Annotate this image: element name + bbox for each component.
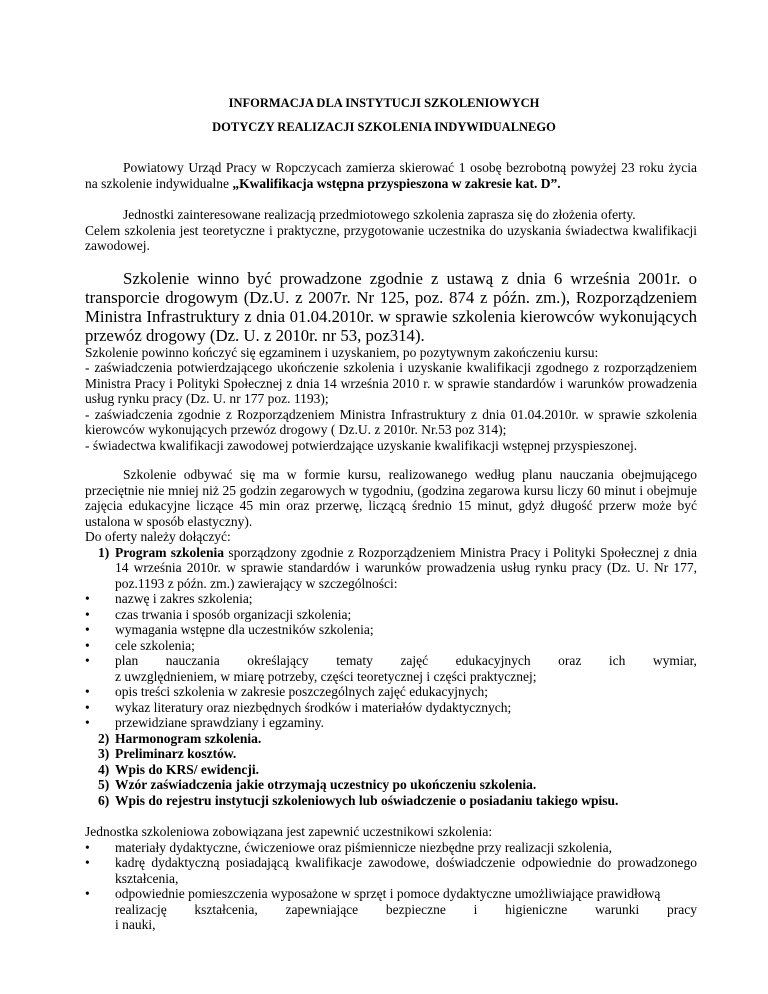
- bullet-icon: •: [85, 684, 90, 699]
- exam-item-3: - świadectwa kwalifikacji zawodowej potwierdzające uzyskanie kwalifikacji wstępnej przyspieszonej.: [85, 437, 638, 453]
- premises-line-2: realizację kształcenia, zapewniające bezpieczne i higieniczne warunki pracy: [115, 901, 697, 917]
- exam-lead: Szkolenie powinno kończyć się egzaminem i uzyskaniem, po pozytywnym zakończeniu kursu:: [85, 344, 599, 360]
- attachment-number: 1): [98, 544, 110, 560]
- attachments-list: [85, 545, 697, 809]
- exam-item-2: - zaświadczenia zgodnie z Rozporządzeniem Ministra Infrastruktury z dnia 01.04.2010r. w sprawie szkolenia kierowców wykonujących przewóz drogowy ( Dz.U. z 2010r. Nr.53 poz 314);: [85, 406, 697, 437]
- list-item: • materiały dydaktyczne, ćwiczeniowe oraz piśmiennicze niezbędne przy realizacji szkolenia,: [85, 839, 613, 855]
- bullet-icon: •: [85, 622, 90, 637]
- bullet-icon: •: [85, 591, 90, 606]
- attachments-lead: Do oferty należy dołączyć:: [85, 529, 231, 544]
- bullet-icon: •: [85, 855, 90, 870]
- premises-line-1: odpowiednie pomieszczenia wyposażone w sprzęt i pomoce dydaktyczne umożliwiające prawidłową: [115, 886, 661, 901]
- course-name: „Kwalifikacja wstępna przyspieszona w zakresie kat. D”.: [232, 175, 561, 191]
- plan-line-rest: z uwzględnieniem, w miarę potrzeby, części teoretycznej i części praktycznej;: [115, 668, 537, 684]
- attachment-title: Program szkolenia: [115, 544, 225, 560]
- list-item: • wymagania wstępne dla uczestników szkolenia;: [85, 622, 374, 637]
- list-item: • przewidziane sprawdziany i egzaminy.: [85, 715, 325, 730]
- heading-line-1: INFORMACJA DLA INSTYTUCJI SZKOLENIOWYCH: [228, 96, 540, 110]
- premises-line-3: i nauki,: [115, 917, 156, 932]
- invite-line-1: Jednostki zainteresowane realizacją przedmiotowego szkolenia zaprasza się do złożenia oferty.: [123, 207, 636, 222]
- document-heading: [0, 93, 768, 137]
- document-body: [85, 160, 697, 933]
- intro-paragraph: [85, 160, 697, 191]
- intro-text: Powiatowy Urząd Pracy w Ropczycach zamierza skierować 1 osobę bezrobotną powyżej 23 roku życia na szkolenie indywidualne: [85, 160, 697, 191]
- list-item-plan: [85, 653, 697, 684]
- invite-line-2: Celem szkolenia jest teoretyczne i praktyczne, przygotowanie uczestnika do uzyskania świadectwa kwalifikacji zawodowej.: [85, 222, 697, 253]
- obligations-list: [85, 840, 697, 933]
- bullet-icon: •: [85, 886, 90, 901]
- bullet-icon: •: [85, 637, 90, 653]
- list-item: • czas trwania i sposób organizacji szkolenia;: [85, 606, 352, 622]
- attachment-item-5: 5) Wzór zaświadczenia jakie otrzymają uczestnicy po ukończeniu szkolenia.: [98, 777, 537, 792]
- format-paragraph: Szkolenie odbywać się ma w formie kursu, realizowanego według planu nauczania obejmującego przeciętnie nie mniej niż 25 godzin zegarowych w tygodniu, (godzina zegarowa kursu liczy 60 minut i obejmuje zajęcia edukacyjne liczące 45 min oraz przerwę, liczącą średnio 15 minut, gdyż długość przerw może być ustalona w sposób elastyczny).: [85, 467, 697, 529]
- attachment-item-2: 2) Harmonogram szkolenia.: [98, 730, 262, 746]
- attachment-item-3: 3) Preliminarz kosztów.: [98, 746, 237, 761]
- list-item-premises: [85, 886, 697, 933]
- bullet-icon: •: [85, 715, 90, 730]
- bullet-icon: •: [85, 653, 90, 668]
- program-contents-list: [85, 591, 697, 731]
- attachment-item-4: 4) Wpis do KRS/ ewidencji.: [98, 761, 260, 777]
- plan-line: plan nauczania określający tematy zajęć edukacyjnych oraz ich wymiar,: [115, 653, 697, 668]
- obligations-lead: Jednostka szkoleniowa zobowiązana jest zapewnić uczestnikowi szkolenia:: [85, 824, 493, 839]
- list-item: • cele szkolenia;: [85, 637, 195, 653]
- exam-item-1: - zaświadczenia potwierdzającego ukończenie szkolenia i uzyskanie kwalifikacji zgodnego z rozporządzeniem Ministra Pracy i Polityki Społecznej z dnia 14 września 2010 r. w sprawie standardów i warunków prowadzenia usług rynku pracy (Dz. U. nr 177 poz. 1193);: [85, 360, 697, 406]
- list-item: • wykaz literatury oraz niezbędnych środków i materiałów dydaktycznych;: [85, 699, 512, 715]
- attachment-item-6: 6) Wpis do rejestru instytucji szkoleniowych lub oświadczenie o posiadaniu takiego wpisu.: [98, 792, 619, 808]
- bullet-icon: •: [85, 839, 90, 855]
- law-paragraph: Szkolenie winno być prowadzone zgodnie z ustawą z dnia 6 września 2001r. o transporcie drogowym (Dz.U. z 2007r. Nr 125, poz. 874 z późn. zm.), Rozporządzeniem Ministra Infrastruktury z dnia 01.04.2010r. w sprawie szkolenia kierowców wykonujących przewóz drogowy (Dz. U. z 2010r. nr 53, poz314).: [85, 268, 697, 345]
- list-item: • opis treści szkolenia w zakresie poszczególnych zajęć edukacyjnych;: [85, 684, 488, 699]
- bullet-icon: •: [85, 606, 90, 622]
- list-item: • kadrę dydaktyczną posiadającą kwalifikacje zawodowe, doświadczenie odpowiednie do prowadzonego kształcenia,: [85, 855, 697, 886]
- list-item: • nazwę i zakres szkolenia;: [85, 591, 253, 606]
- attachment-text: sporządzony zgodnie z Rozporządzeniem Ministra Pracy i Polityki Społecznej z dnia 14 września 2010r. w sprawie standardów i warunków prowadzenia usług rynku pracy (Dz. U. Nr 177, poz.1193 z późn. zm.) zawierający w szczególności:: [115, 544, 697, 591]
- attachment-item-1: [85, 544, 697, 731]
- heading-line-2: DOTYCZY REALIZACJI SZKOLENIA INDYWIDUALNEGO: [212, 120, 556, 134]
- bullet-icon: •: [85, 699, 90, 715]
